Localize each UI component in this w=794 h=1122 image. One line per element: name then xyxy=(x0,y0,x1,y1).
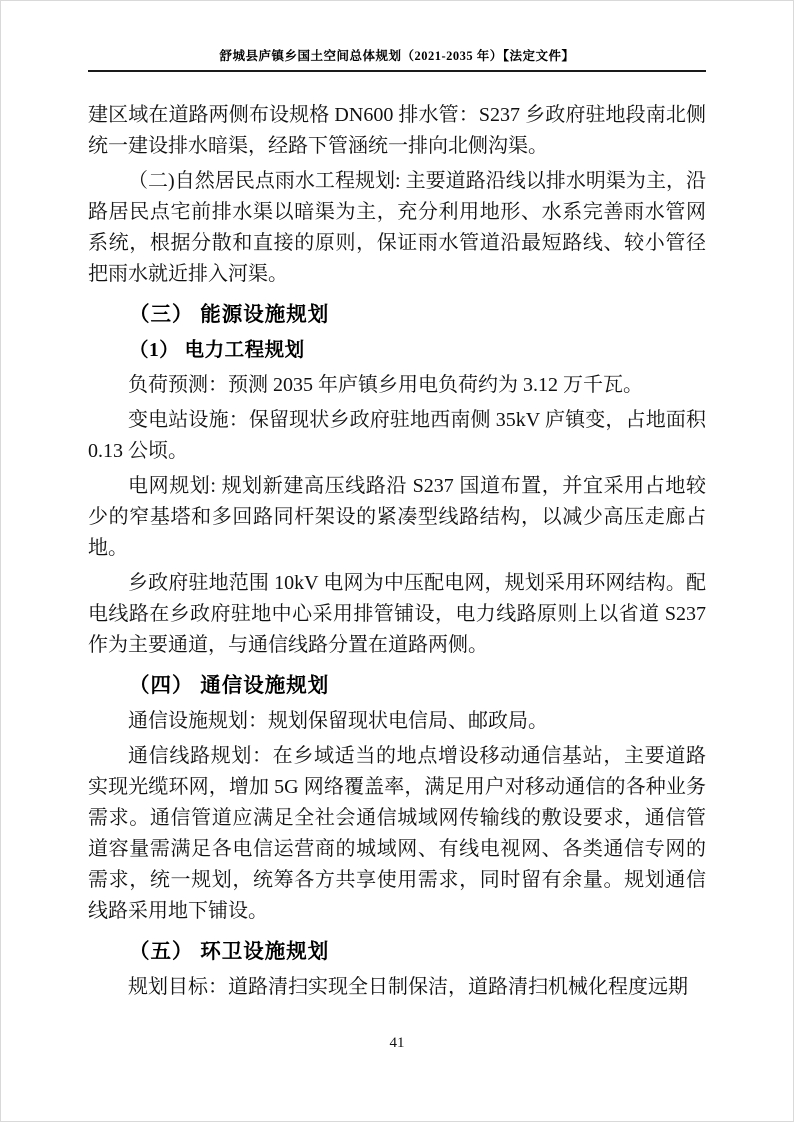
paragraph: 建区域在道路两侧布设规格 DN600 排水管：S237 乡政府驻地段南北侧统一建设排水暗渠，经路下管涵统一排向北侧沟渠。 xyxy=(88,104,706,157)
paragraph: 通信线路规划：在乡域适当的地点增设移动通信基站，主要道路实现光缆环网，增加 5G 网络覆盖率，满足用户对移动通信的各种业务需求。通信管道应满足全社会通信城域网传输线的敷设要求，通信管道容量需满足各电信运营商的城域网、有线电视网、各类通信专网的需求，统一规划，统筹各方共享使用需求，同时留有余量。规划通信线路采用地下铺设。 xyxy=(88,745,706,922)
page-number: 41 xyxy=(389,1035,405,1051)
section-heading: （三） 能源设施规划 xyxy=(129,303,330,326)
section-heading: （五） 环卫设施规划 xyxy=(129,940,330,963)
paragraph: 乡政府驻地范围 10kV 电网为中压配电网，规划采用环网结构。配电线路在乡政府驻地中心采用排管铺设，电力线路原则上以省道 S237 作为主要通道，与通信线路分置在道路两侧。 xyxy=(88,572,706,656)
paragraph: （二)自然居民点雨水工程规划: 主要道路沿线以排水明渠为主，沿路居民点宅前排水渠以暗渠为主，充分利用地形、水系完善雨水管网系统，根据分散和直接的原则，保证雨水管道沿最短路线、较小管径把雨水就近排入河渠。 xyxy=(88,170,706,285)
sub-section-heading: （1） 电力工程规划 xyxy=(128,340,305,361)
paragraph: 变电站设施：保留现状乡政府驻地西南侧 35kV 庐镇变，占地面积 0.13 公顷。 xyxy=(88,409,706,462)
section-heading: （四） 通信设施规划 xyxy=(129,674,330,697)
page-header-title: 舒城县庐镇乡国土空间总体规划（2021-2035 年）【法定文件】 xyxy=(219,49,575,63)
paragraph: 规划目标：道路清扫实现全日制保洁，道路清扫机械化程度远期 xyxy=(128,976,688,998)
page-header-rule xyxy=(88,70,706,72)
paragraph: 通信设施规划：规划保留现状电信局、邮政局。 xyxy=(128,710,548,732)
paragraph: 电网规划: 规划新建高压线路沿 S237 国道布置，并宜采用占地较少的窄基塔和多回路同杆架设的紧凑型线路结构，以减少高压走廊占地。 xyxy=(88,475,706,559)
page-footer xyxy=(0,1034,794,1052)
page-header xyxy=(88,46,706,72)
document-body xyxy=(88,96,706,1007)
paragraph: 负荷预测：预测 2035 年庐镇乡用电负荷约为 3.12 万千瓦。 xyxy=(128,374,643,396)
